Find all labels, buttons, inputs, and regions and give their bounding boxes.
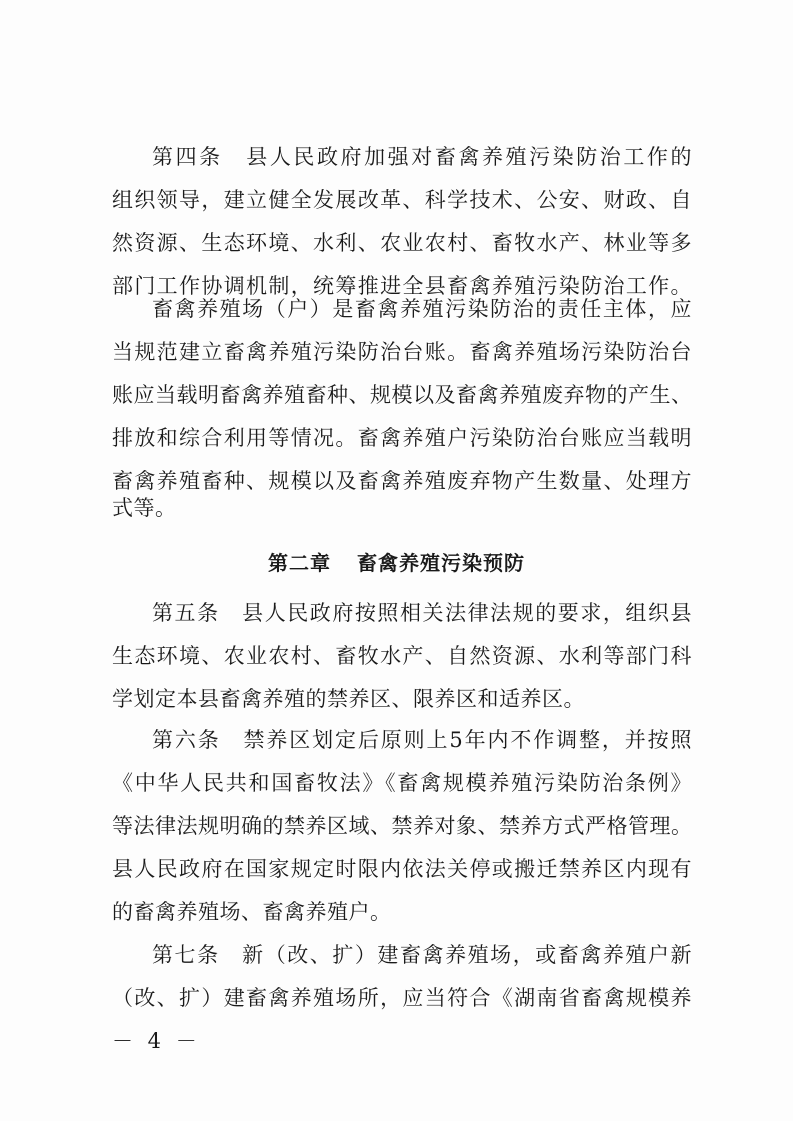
article-4-p2-line-3: 账应当载明畜禽养殖畜种、规模以及畜禽养殖废弃物的产生、 — [112, 383, 693, 407]
article-4-line-3: 然资源、生态环境、水利、农业农村、畜牧水产、林业等多 — [112, 231, 692, 255]
article-7-line-1: 第七条 新（改、扩）建畜禽养殖场，或畜禽养殖户新 — [152, 943, 692, 967]
article-4-p2-line-1-visible: 畜禽养殖场（户）是畜禽养殖污染防治的责任主体，应 — [152, 297, 692, 321]
chapter-title: 畜禽养殖污染预防 — [357, 551, 525, 575]
article-6-line-4: 县人民政府在国家规定时限内依法关停或搬迁禁养区内现有 — [112, 857, 692, 881]
article-6-line-3: 等法律法规明确的禁养区域、禁养对象、禁养方式严格管理。 — [112, 814, 693, 838]
article-4-line-4: 部门工作协调机制，统筹推进全县畜禽养殖污染防治工作。 — [112, 274, 692, 298]
article-6-line-5: 的畜禽养殖场、畜禽养殖户。 — [112, 900, 392, 924]
article-6-line-2: 《中华人民共和国畜牧法》《畜禽规模养殖污染防治条例》 — [112, 771, 692, 795]
article-5-line-3: 学划定本县畜禽养殖的禁养区、限养区和适养区。 — [112, 687, 585, 711]
article-5-line-1: 第五条 县人民政府按照相关法律法规的要求，组织县 — [152, 601, 692, 625]
article-4-p2-line-2: 当规范建立畜禽养殖污染防治台账。畜禽养殖场污染防治台 — [112, 340, 692, 364]
article-4-line-1: 第四条 县人民政府加强对畜禽养殖污染防治工作的 — [152, 145, 692, 169]
article-4-p2-line-6: 式等。 — [112, 496, 177, 520]
article-6-line-1: 第六条 禁养区划定后原则上5年内不作调整，并按照 — [152, 728, 692, 752]
article-4-p2-line-4: 排放和综合利用等情况。畜禽养殖户污染防治台账应当载明 — [112, 426, 692, 450]
article-7-line-2: （改、扩）建畜禽养殖场所，应当符合《湖南省畜禽规模养 — [112, 986, 692, 1010]
article-5-line-2: 生态环境、农业农村、畜牧水产、自然资源、水利等部门科 — [112, 644, 692, 668]
chapter-heading — [0, 545, 793, 581]
page-number: － 4 － — [112, 1029, 201, 1053]
article-4-p2-line-5: 畜禽养殖畜种、规模以及畜禽养殖废弃物产生数量、处理方 — [112, 469, 692, 493]
chapter-number: 第二章 — [268, 551, 331, 575]
article-4-line-2: 组织领导，建立健全发展改革、科学技术、公安、财政、自 — [112, 188, 692, 212]
